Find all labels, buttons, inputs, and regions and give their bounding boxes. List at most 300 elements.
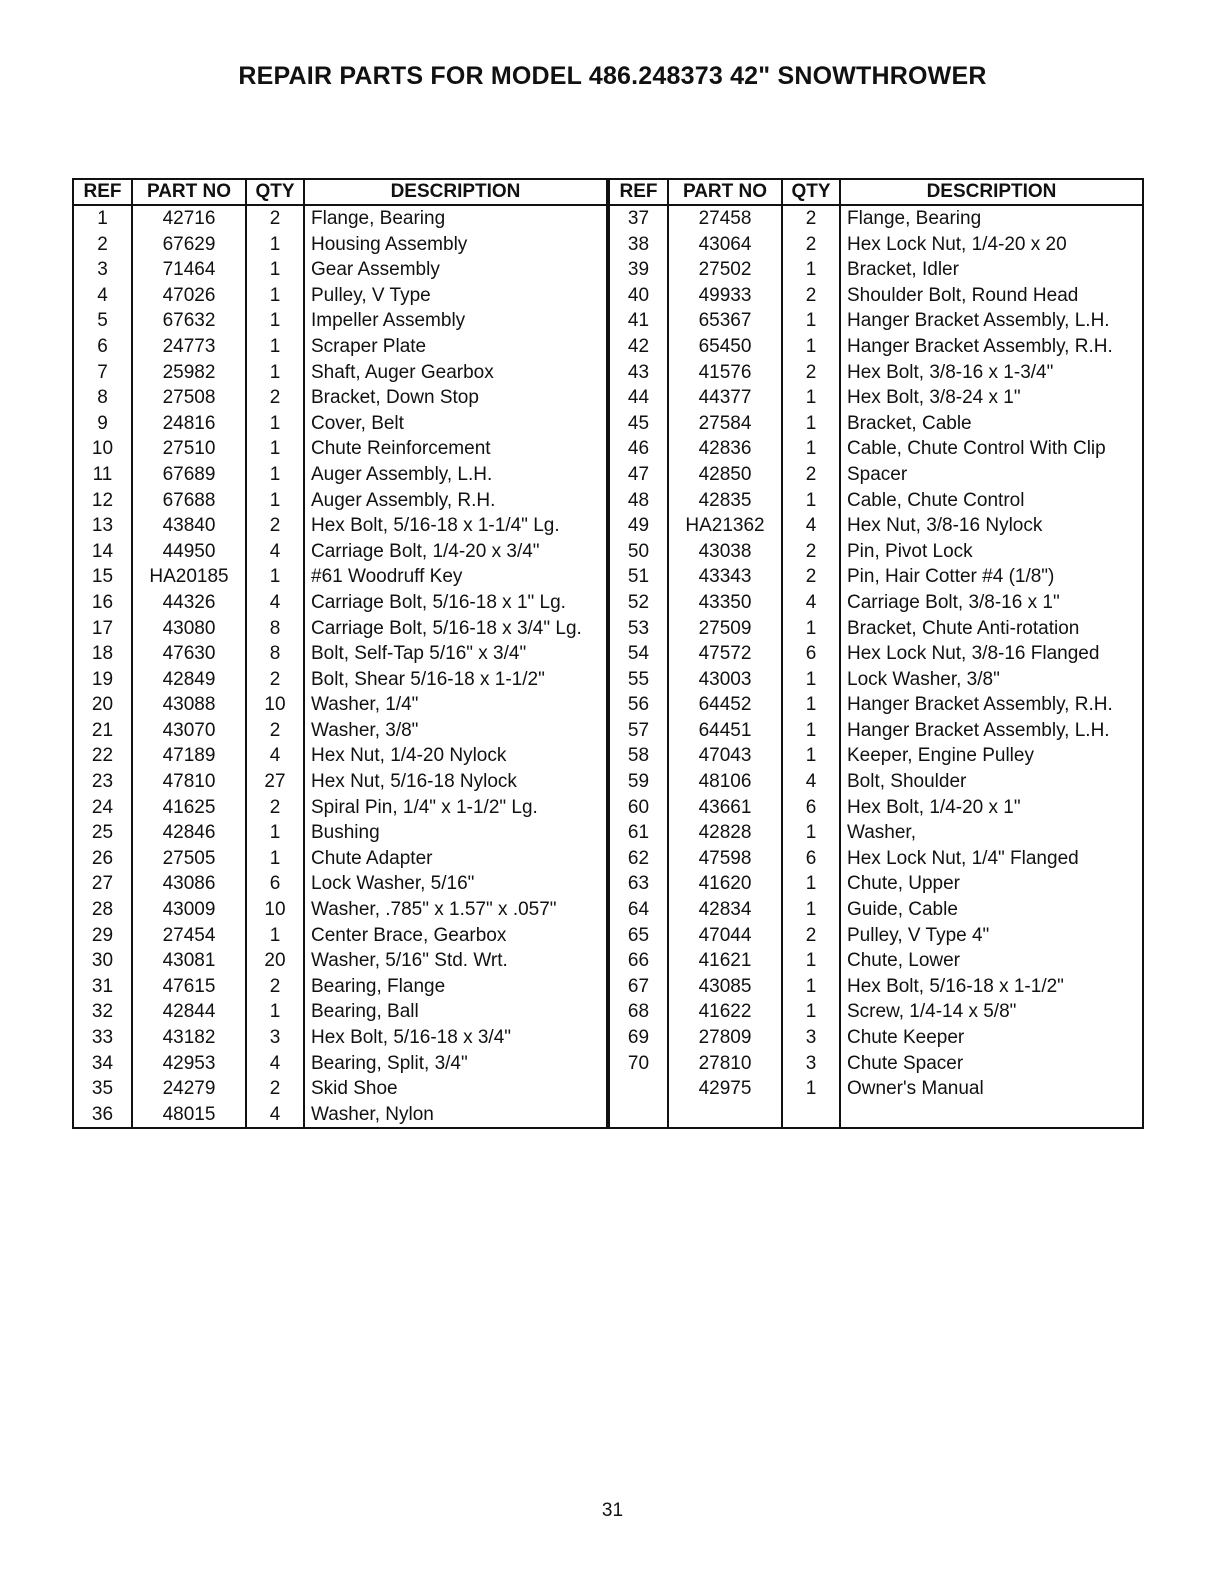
table-row: [610, 871, 1142, 897]
part-no-cell: 47615: [132, 974, 246, 1000]
qty-cell: 4: [246, 1102, 304, 1128]
ref-cell: 28: [91, 899, 114, 921]
table-row: [610, 360, 1142, 386]
qty-cell: 2: [246, 667, 304, 693]
header-ref: REF: [610, 180, 668, 205]
description-cell: Chute Adapter: [304, 846, 606, 872]
ref-cell: 2: [97, 233, 108, 255]
ref-cell: 44: [627, 387, 650, 409]
description-cell: Washer, .785" x 1.57" x .057": [304, 897, 606, 923]
description-cell: Spiral Pin, 1/4" x 1-1/2" Lg.: [304, 795, 606, 821]
description-cell: Hex Nut, 1/4-20 Nylock: [304, 743, 606, 769]
ref-cell: 42: [627, 335, 650, 357]
header-part-no: PART NO: [132, 180, 246, 205]
table-row: [74, 205, 606, 232]
table-row: [610, 999, 1142, 1025]
table-row: [74, 692, 606, 718]
qty-cell: 2: [246, 385, 304, 411]
ref-cell: 45: [627, 412, 650, 434]
qty-cell: 1: [782, 308, 840, 334]
ref-cell: 11: [92, 463, 113, 485]
description-cell: Washer, 5/16" Std. Wrt.: [304, 948, 606, 974]
table-row: [610, 411, 1142, 437]
part-no-cell: 47572: [668, 641, 782, 667]
part-no-cell: 42834: [668, 897, 782, 923]
ref-cell: 40: [627, 284, 650, 306]
table-row: [74, 641, 606, 667]
part-no-cell: 43086: [132, 871, 246, 897]
part-no-cell: 67632: [132, 308, 246, 334]
table-row: [610, 205, 1142, 232]
ref-cell: 55: [627, 668, 650, 690]
table-row: [610, 897, 1142, 923]
ref-cell: 54: [627, 643, 650, 665]
qty-cell: 4: [782, 590, 840, 616]
part-no-cell: 48015: [132, 1102, 246, 1128]
part-no-cell: 24816: [132, 411, 246, 437]
ref-cell: 21: [91, 719, 114, 741]
qty-cell: 2: [246, 513, 304, 539]
qty-cell: 6: [782, 641, 840, 667]
ref-cell: 59: [627, 771, 650, 793]
part-no-cell: 67629: [132, 232, 246, 258]
description-cell: Bolt, Self-Tap 5/16" x 3/4": [304, 641, 606, 667]
part-no-cell: 24279: [132, 1076, 246, 1102]
qty-cell: 1: [246, 257, 304, 283]
description-cell: Carriage Bolt, 5/16-18 x 1" Lg.: [304, 590, 606, 616]
description-cell: Chute, Upper: [840, 871, 1142, 897]
description-cell: Washer, Nylon: [304, 1102, 606, 1128]
ref-cell: 49: [627, 515, 650, 537]
part-no-cell: 47026: [132, 283, 246, 309]
ref-cell: 70: [627, 1052, 650, 1074]
part-no-cell: 27510: [132, 436, 246, 462]
ref-cell: 7: [97, 361, 108, 383]
table-row: [74, 1025, 606, 1051]
description-cell: Carriage Bolt, 5/16-18 x 3/4" Lg.: [304, 616, 606, 642]
description-cell: Hanger Bracket Assembly, L.H.: [840, 718, 1142, 744]
qty-cell: 10: [246, 897, 304, 923]
part-no-cell: 42846: [132, 820, 246, 846]
ref-cell: 23: [91, 771, 114, 793]
table-row: [610, 667, 1142, 693]
part-no-cell: 43840: [132, 513, 246, 539]
table-row: [74, 871, 606, 897]
part-no-cell: 64452: [668, 692, 782, 718]
part-no-cell: 65367: [668, 308, 782, 334]
ref-cell: 62: [627, 847, 650, 869]
ref-cell: 8: [97, 387, 108, 409]
ref-cell: 43: [627, 361, 650, 383]
part-no-cell: 47044: [668, 923, 782, 949]
table-row: [610, 462, 1142, 488]
header-row: [610, 180, 1142, 205]
table-row: [74, 718, 606, 744]
description-cell: Washer,: [840, 820, 1142, 846]
description-cell: Bracket, Idler: [840, 257, 1142, 283]
qty-cell: 2: [782, 923, 840, 949]
description-cell: Bushing: [304, 820, 606, 846]
table-row: [74, 539, 606, 565]
part-no-cell: 44377: [668, 385, 782, 411]
part-no-cell: 43343: [668, 564, 782, 590]
qty-cell: 1: [782, 488, 840, 514]
qty-cell: 1: [246, 999, 304, 1025]
qty-cell: 3: [782, 1051, 840, 1077]
qty-cell: 1: [782, 616, 840, 642]
ref-cell: 22: [91, 745, 114, 767]
description-cell: Hanger Bracket Assembly, R.H.: [840, 334, 1142, 360]
ref-cell: 5: [97, 310, 108, 332]
part-no-cell: 43003: [668, 667, 782, 693]
part-no-cell: 42953: [132, 1051, 246, 1077]
ref-cell: 67: [627, 975, 650, 997]
table-row: [610, 385, 1142, 411]
description-cell: Hex Bolt, 1/4-20 x 1": [840, 795, 1142, 821]
part-no-cell: 43081: [132, 948, 246, 974]
table-row: [74, 1051, 606, 1077]
table-row: [610, 1025, 1142, 1051]
part-no-cell: 65450: [668, 334, 782, 360]
ref-cell: 26: [91, 847, 114, 869]
part-no-cell: 43009: [132, 897, 246, 923]
description-cell: Pulley, V Type 4": [840, 923, 1142, 949]
description-cell: Cable, Chute Control: [840, 488, 1142, 514]
part-no-cell: 27810: [668, 1051, 782, 1077]
ref-cell: 39: [627, 259, 650, 281]
description-cell: Hex Bolt, 5/16-18 x 1-1/2": [840, 974, 1142, 1000]
table-row: [74, 1076, 606, 1102]
part-no-cell: 44326: [132, 590, 246, 616]
qty-cell: 4: [246, 743, 304, 769]
qty-cell: 2: [782, 462, 840, 488]
table-row: [610, 257, 1142, 283]
ref-cell: 30: [91, 950, 114, 972]
ref-cell: 32: [91, 1001, 114, 1023]
qty-cell: 1: [782, 999, 840, 1025]
table-row: [610, 743, 1142, 769]
description-cell: Bearing, Flange: [304, 974, 606, 1000]
table-row: [74, 308, 606, 334]
qty-cell: 1: [246, 360, 304, 386]
ref-cell: 58: [627, 745, 650, 767]
table-row: [610, 974, 1142, 1000]
description-cell: Pin, Hair Cotter #4 (1/8"): [840, 564, 1142, 590]
part-no-cell: 42850: [668, 462, 782, 488]
table-row: [610, 1102, 1142, 1128]
qty-cell: 1: [246, 820, 304, 846]
table-row: [74, 411, 606, 437]
ref-cell: 18: [91, 643, 114, 665]
qty-cell: 1: [782, 334, 840, 360]
header-ref: REF: [74, 180, 132, 205]
table-row: [610, 564, 1142, 590]
ref-cell: 52: [627, 591, 650, 613]
description-cell: Hex Nut, 5/16-18 Nylock: [304, 769, 606, 795]
description-cell: Guide, Cable: [840, 897, 1142, 923]
ref-cell: 13: [91, 515, 114, 537]
description-cell: Pulley, V Type: [304, 283, 606, 309]
qty-cell: 1: [782, 948, 840, 974]
table-row: [74, 488, 606, 514]
part-no-cell: 42835: [668, 488, 782, 514]
qty-cell: 1: [246, 488, 304, 514]
part-no-cell: 27454: [132, 923, 246, 949]
ref-cell: 12: [91, 489, 114, 511]
qty-cell: 1: [246, 308, 304, 334]
ref-cell: 14: [91, 540, 114, 562]
description-cell: Carriage Bolt, 1/4-20 x 3/4": [304, 539, 606, 565]
table-row: [610, 232, 1142, 258]
ref-cell: 4: [97, 284, 108, 306]
qty-cell: 1: [246, 846, 304, 872]
table-row: [610, 795, 1142, 821]
qty-cell: 2: [246, 205, 304, 232]
description-cell: Owner's Manual: [840, 1076, 1142, 1102]
description-cell: Housing Assembly: [304, 232, 606, 258]
qty-cell: 4: [246, 590, 304, 616]
qty-cell: 1: [246, 283, 304, 309]
part-no-cell: [668, 1102, 782, 1128]
ref-cell: 66: [627, 950, 650, 972]
table-row: [74, 999, 606, 1025]
qty-cell: 6: [246, 871, 304, 897]
part-no-cell: 47810: [132, 769, 246, 795]
table-row: [74, 1102, 606, 1128]
ref-cell: 41: [627, 310, 650, 332]
table-row: [74, 360, 606, 386]
table-row: [610, 1051, 1142, 1077]
description-cell: Skid Shoe: [304, 1076, 606, 1102]
part-no-cell: 67689: [132, 462, 246, 488]
qty-cell: 8: [246, 616, 304, 642]
description-cell: Keeper, Engine Pulley: [840, 743, 1142, 769]
qty-cell: 1: [246, 462, 304, 488]
part-no-cell: 44950: [132, 539, 246, 565]
part-no-cell: 64451: [668, 718, 782, 744]
part-no-cell: 42836: [668, 436, 782, 462]
description-cell: Auger Assembly, L.H.: [304, 462, 606, 488]
qty-cell: 1: [246, 923, 304, 949]
qty-cell: 4: [246, 1051, 304, 1077]
description-cell: Impeller Assembly: [304, 308, 606, 334]
part-no-cell: 43085: [668, 974, 782, 1000]
qty-cell: 2: [246, 1076, 304, 1102]
description-cell: #61 Woodruff Key: [304, 564, 606, 590]
header-description: DESCRIPTION: [304, 180, 606, 205]
table-row: [610, 308, 1142, 334]
table-row: [74, 923, 606, 949]
ref-cell: [610, 1076, 668, 1102]
table-row: [74, 743, 606, 769]
ref-cell: 60: [627, 796, 650, 818]
description-cell: Bolt, Shear 5/16-18 x 1-1/2": [304, 667, 606, 693]
qty-cell: 10: [246, 692, 304, 718]
part-no-cell: 43661: [668, 795, 782, 821]
ref-cell: 19: [91, 668, 114, 690]
ref-cell: 6: [97, 335, 108, 357]
qty-cell: 3: [246, 1025, 304, 1051]
ref-cell: 31: [91, 975, 114, 997]
ref-cell: 3: [97, 259, 108, 281]
qty-cell: 1: [782, 436, 840, 462]
description-cell: Hanger Bracket Assembly, R.H.: [840, 692, 1142, 718]
ref-cell: 35: [91, 1078, 114, 1100]
table-row: [610, 923, 1142, 949]
table-row: [610, 718, 1142, 744]
part-no-cell: 27502: [668, 257, 782, 283]
part-no-cell: 71464: [132, 257, 246, 283]
part-no-cell: 27505: [132, 846, 246, 872]
header-row: [74, 180, 606, 205]
ref-cell: 25: [91, 822, 114, 844]
qty-cell: 1: [246, 564, 304, 590]
table-row: [74, 334, 606, 360]
table-row: [610, 616, 1142, 642]
qty-cell: 2: [246, 795, 304, 821]
description-cell: Hex Lock Nut, 1/4-20 x 20: [840, 232, 1142, 258]
part-no-cell: 42849: [132, 667, 246, 693]
part-no-cell: 27458: [668, 205, 782, 232]
ref-cell: 64: [627, 899, 650, 921]
description-cell: Pin, Pivot Lock: [840, 539, 1142, 565]
description-cell: Hex Nut, 3/8-16 Nylock: [840, 513, 1142, 539]
table-row: [74, 462, 606, 488]
ref-cell: 61: [627, 822, 650, 844]
ref-cell: 34: [91, 1052, 114, 1074]
description-cell: Carriage Bolt, 3/8-16 x 1": [840, 590, 1142, 616]
qty-cell: 1: [782, 385, 840, 411]
part-no-cell: 47043: [668, 743, 782, 769]
description-cell: Chute Keeper: [840, 1025, 1142, 1051]
part-no-cell: 43070: [132, 718, 246, 744]
description-cell: Chute Reinforcement: [304, 436, 606, 462]
ref-cell: 37: [627, 208, 650, 229]
ref-cell: 68: [627, 1001, 650, 1023]
qty-cell: 2: [782, 564, 840, 590]
table-row: [610, 539, 1142, 565]
qty-cell: 1: [782, 667, 840, 693]
qty-cell: 1: [246, 334, 304, 360]
description-cell: Bearing, Split, 3/4": [304, 1051, 606, 1077]
ref-cell: [610, 1102, 668, 1128]
ref-cell: 1: [97, 208, 108, 229]
parts-table-right: [610, 180, 1142, 1127]
table-row: [610, 1076, 1142, 1102]
qty-cell: 1: [782, 718, 840, 744]
part-no-cell: 27809: [668, 1025, 782, 1051]
part-no-cell: 41576: [668, 360, 782, 386]
description-cell: Lock Washer, 5/16": [304, 871, 606, 897]
description-cell: Hex Lock Nut, 1/4" Flanged: [840, 846, 1142, 872]
description-cell: Spacer: [840, 462, 1142, 488]
ref-cell: 47: [627, 463, 650, 485]
part-no-cell: HA20185: [132, 564, 246, 590]
description-cell: Chute, Lower: [840, 948, 1142, 974]
part-no-cell: HA21362: [668, 513, 782, 539]
description-cell: Hex Bolt, 3/8-16 x 1-3/4": [840, 360, 1142, 386]
table-row: [74, 846, 606, 872]
part-no-cell: 41621: [668, 948, 782, 974]
qty-cell: [782, 1102, 840, 1128]
table-row: [74, 897, 606, 923]
ref-cell: 65: [627, 924, 650, 946]
ref-cell: 17: [91, 617, 114, 639]
part-no-cell: 42844: [132, 999, 246, 1025]
description-cell: Screw, 1/4-14 x 5/8": [840, 999, 1142, 1025]
table-row: [610, 948, 1142, 974]
part-no-cell: 43088: [132, 692, 246, 718]
table-row: [610, 334, 1142, 360]
table-row: [74, 385, 606, 411]
qty-cell: 2: [782, 539, 840, 565]
ref-cell: 10: [91, 438, 114, 460]
qty-cell: 20: [246, 948, 304, 974]
qty-cell: 1: [246, 411, 304, 437]
description-cell: Washer, 1/4": [304, 692, 606, 718]
part-no-cell: 27584: [668, 411, 782, 437]
part-no-cell: 41625: [132, 795, 246, 821]
ref-cell: 51: [627, 566, 650, 588]
part-no-cell: 41620: [668, 871, 782, 897]
description-cell: Cover, Belt: [304, 411, 606, 437]
description-cell: Bracket, Cable: [840, 411, 1142, 437]
description-cell: Center Brace, Gearbox: [304, 923, 606, 949]
description-cell: Hex Bolt, 5/16-18 x 1-1/4" Lg.: [304, 513, 606, 539]
parts-table: [72, 178, 1144, 1129]
description-cell: Hex Lock Nut, 3/8-16 Flanged: [840, 641, 1142, 667]
part-no-cell: 42716: [132, 205, 246, 232]
qty-cell: 1: [782, 1076, 840, 1102]
qty-cell: 1: [782, 897, 840, 923]
table-row: [610, 513, 1142, 539]
qty-cell: 4: [246, 539, 304, 565]
part-no-cell: 43350: [668, 590, 782, 616]
qty-cell: 1: [782, 820, 840, 846]
qty-cell: 2: [246, 974, 304, 1000]
description-cell: Bearing, Ball: [304, 999, 606, 1025]
description-cell: Bracket, Chute Anti-rotation: [840, 616, 1142, 642]
qty-cell: 1: [782, 257, 840, 283]
table-row: [610, 769, 1142, 795]
qty-cell: 6: [782, 795, 840, 821]
qty-cell: 2: [782, 283, 840, 309]
part-no-cell: 47189: [132, 743, 246, 769]
table-row: [74, 513, 606, 539]
qty-cell: 2: [782, 205, 840, 232]
description-cell: Gear Assembly: [304, 257, 606, 283]
description-cell: Shoulder Bolt, Round Head: [840, 283, 1142, 309]
ref-cell: 33: [91, 1027, 114, 1048]
part-no-cell: 41622: [668, 999, 782, 1025]
description-cell: Washer, 3/8": [304, 718, 606, 744]
qty-cell: 1: [782, 743, 840, 769]
qty-cell: 2: [782, 360, 840, 386]
table-row: [74, 232, 606, 258]
qty-cell: 2: [246, 718, 304, 744]
qty-cell: 1: [782, 871, 840, 897]
table-row: [74, 564, 606, 590]
part-no-cell: 43064: [668, 232, 782, 258]
table-row: [74, 948, 606, 974]
description-cell: Bracket, Down Stop: [304, 385, 606, 411]
qty-cell: 1: [782, 692, 840, 718]
description-cell: Cable, Chute Control With Clip: [840, 436, 1142, 462]
description-cell: Lock Washer, 3/8": [840, 667, 1142, 693]
ref-cell: 48: [627, 489, 650, 511]
qty-cell: 1: [246, 232, 304, 258]
table-row: [610, 488, 1142, 514]
